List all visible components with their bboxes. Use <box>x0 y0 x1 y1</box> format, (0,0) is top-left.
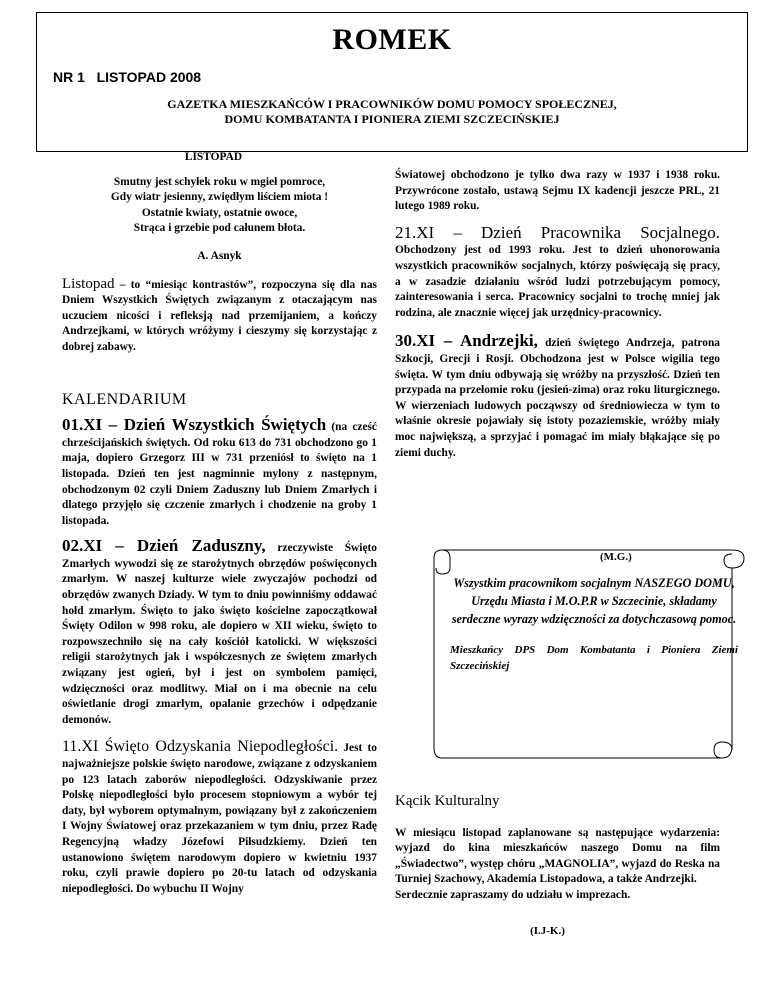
culture-heading: Kącik Kulturalny <box>395 793 500 809</box>
intro-paragraph <box>62 277 377 356</box>
thanks-signature: Mieszkańcy DPS Dom Kombatanta i Pioniera Ziemi Szczecińskiej <box>450 644 738 672</box>
entry-heading: 30.XI – Andrzejki, <box>395 331 538 351</box>
thanks-message: Wszystkim pracownikom socjalnym NASZEGO DOMU, Urzędu Miasta i M.O.P.R w Szczecinie, składamy serdeczne wyrazy wdzięczności za dotychczasową pomoc. <box>451 576 737 626</box>
culture-invite: Serdecznie zapraszamy do udziału w imprezach. <box>395 888 631 901</box>
poem <box>62 175 377 237</box>
entry-independence <box>62 739 377 897</box>
entry-independence-continued: Światowej obchodzono je tylko dwa razy w 1937 i 1938 roku. Przywrócone zostało, ustawą Sejmu IX kadencji jeszcze PRL, 21 lutego 1989 roku. <box>395 169 720 213</box>
poem-author: A. Asnyk <box>197 249 242 262</box>
poem-line: Strąca i grzebie pod całunem błota. <box>133 222 306 235</box>
scroll-content <box>450 574 738 674</box>
entry-text: Obchodzony jest od 1993 roku. Jest to dzień uhonorowania wszystkich pracowników socjalnych, którzy poświęcają się pracy, a w zasadzie działaniu wśród ludzi potrzebującym pomocy, zainteresowania i serca. Pracownicy socjalni to trochę mniej jak rodzina, ale znacznie więcej jak urzędnicy-pracownicy. <box>395 244 720 319</box>
poem-title: LISTOPAD <box>184 151 243 163</box>
entry-text: Jest to najważniejsze polskie święto narodowe, związane z odzyskaniem po 123 latach zaborów niepodległości. Odzyskiwanie przez Polskę niepodległości było procesem stopniowym a wybór tej daty, był wyborem optymalnym, powiązany był z zakończeniem I Wojny Światowej oraz przekazaniem w tym dniu, przez Radę Regencyjną władzy Józefowi Piłsudzkiemy. Dzień ten ustanowiono świętem narodowym dopiero w kwietniu 1937 roku, czyli prawie dopiero po 20-tu latach od odzyskania niepodległości. Do wybuchu II Wojny <box>62 742 377 895</box>
entry-heading: 02.XI – Dzień Zaduszny, <box>62 536 266 556</box>
calendar-heading: KALENDARIUM <box>62 390 187 408</box>
intro-lead: Listopad <box>62 275 115 292</box>
entry-all-saints <box>62 417 377 529</box>
poem-line: Ostatnie kwiaty, ostatnie owoce, <box>141 206 298 219</box>
left-column <box>62 150 377 897</box>
masthead <box>36 12 748 152</box>
entry-heading: 21.XI – Dzień Pracownika Socjalnego. <box>395 222 720 242</box>
entry-text: dzień świętego Andrzeja, patrona Szkocji, Grecji i Rosji. Obchodzona jest w Polsce wigilia tego święta. W tym dniu odbywają się wróżby na przyszłość. Dzień ten przypada na przełomie roku (jesień-zima) oraz roku liturgicznego. W wierzeniach ludowych począwszy od średniowiecza w tym to właśnie okresie pojawiały się istoty pozaziemskie, wróżby miały moc największą, a sprzyjać i pomagać im miały błąkające się po ziemi duchy. <box>395 337 720 459</box>
right-column <box>395 168 720 461</box>
calendar-author: (M.G.) <box>600 551 632 563</box>
culture-author: (I.J-K.) <box>530 924 565 937</box>
entry-heading: 01.XI – Dzień Wszystkich Świętych <box>62 415 327 435</box>
newsletter-subtitle <box>37 97 747 127</box>
intro-text: – to “miesiąc kontrastów”, rozpoczyna się dla nas Dniem Wszystkich Świętych związanym z otaczającym nas uczuciem nicości i refleksją nad przemijaniem, a kończy Andrzejkami, w których wróżymy i cieszymy się korzystając z dobrej zabawy. <box>62 278 377 353</box>
subtitle-line: GAZETKA MIESZKAŃCÓW I PRACOWNIKÓW DOMU POMOCY SPOŁECZNEJ, <box>167 97 617 111</box>
entry-heading: 11.XI Święto Odzyskania Niepodległości. <box>62 738 339 756</box>
culture-section <box>395 794 720 939</box>
entry-social-worker-day <box>395 222 720 322</box>
entry-andrzejki <box>395 333 720 461</box>
subtitle-line: DOMU KOMBATANTA I PIONIERA ZIEMI SZCZECIŃSKIEJ <box>224 112 560 126</box>
issue-number: NR 1 LISTOPAD 2008 <box>53 69 202 85</box>
entry-text: (na cześć chrześcijańskich świętych. Od roku 613 do 731 obchodzono go 1 maja, dopiero Grzegorz III w 731 przeniósł to święto na 1 listopada. Dzień ten jest nagminnie mylony z następnym, obchodzonym 02 czyli Dniem Zaduszny lub Dniem Zmarłych i dlatego przyjęło się czczenie zmarłych i chodzenie na groby 1 listopada. <box>62 421 377 527</box>
entry-text: rzeczywiste Święto Zmarłych wywodzi się ze starożytnych obrzędów poświęconych zmarłym. W naszej kulturze wiele zwyczajów pochodzi od obrzędów zwanych Dziady. W tym to dniu powinniśmy oddawać hołd zmarłym. Święto to jako święto kościelne zapoczątkował Święty Odilon w 998 roku, ale dopiero w XII wieku, święto to rozpowszechniło się na cały kościół katolicki. W większości religii starożytnych jak i współczesnych ze świętem zmarłych związany jest ogień, był i jest on symbolem pamięci, wdzięczności oraz modlitwy. Miał on i ma obecnie na celu oświetlanie drogi zmarłym, opalanie grzechów i odpędzanie demonów. <box>62 542 377 726</box>
entry-all-souls <box>62 538 377 728</box>
culture-text: W miesiącu listopad zaplanowane są następujące wydarzenia: wyjazd do kina mieszkańców naszego Domu na film „Świadectwo”, występ chóru „MAGNOLIA”, wyjazd do Reska na Turniej Szachowy, Akademia Listopadowa, a także Andrzejki. <box>395 826 720 886</box>
poem-line: Smutny jest schyłek roku w mgieł pomroce, <box>113 175 326 188</box>
newsletter-title: ROMEK <box>332 23 452 56</box>
poem-line: Gdy wiatr jesienny, zwiędłym liściem miota ! <box>110 191 329 204</box>
